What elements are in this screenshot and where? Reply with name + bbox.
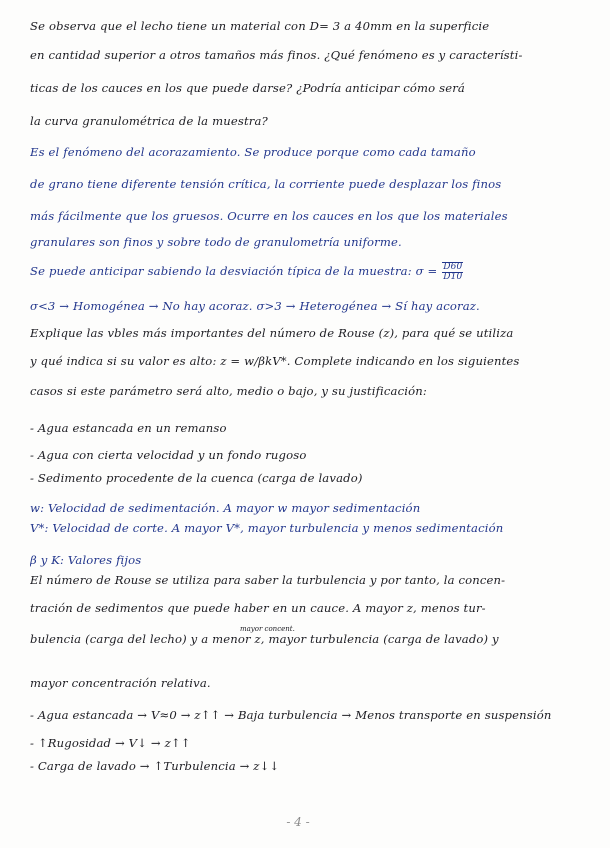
text-line: β y K: Valores fijos [30, 553, 142, 567]
text-line: Se puede anticipar sabiendo la desviación típica de la muestra: σ = [30, 264, 438, 278]
text-line: Es el fenómeno del acorazamiento. Se produce porque como cada tamaño [30, 145, 476, 159]
text-line: - Sedimento procedente de la cuenca (carga de lavado) [30, 471, 363, 485]
text-line: la curva granulométrica de la muestra? [30, 114, 268, 128]
sqrt-formula [442, 262, 463, 282]
text-line-with-formula [30, 262, 595, 282]
text-line: más fácilmente que los gruesos. Ocurre en los cauces en los que los materiales [30, 209, 508, 223]
page-number: - 4 - [286, 815, 310, 829]
text-line: casos si este parámetro será alto, medio o bajo, y su justificación: [30, 384, 427, 398]
text-line: - ↑Rugosidad → V↓ → z↑↑ [30, 736, 191, 750]
fraction [442, 263, 463, 282]
text-line: Se observa que el lecho tiene un material con D= 3 a 40mm en la superficie [30, 19, 490, 33]
text-line: - Agua estancada en un remanso [30, 421, 227, 435]
text-line: mayor concentración relativa. [30, 676, 211, 690]
text-line: σ<3 → Homogénea → No hay acoraz. σ>3 → Heterogénea → Sí hay acoraz. [30, 299, 480, 313]
text-line: - Agua con cierta velocidad y un fondo rugoso [30, 448, 307, 462]
text-line: El número de Rouse se utiliza para saber la turbulencia y por tanto, la concen- [30, 573, 506, 587]
text-line: y qué indica si su valor es alto: z = w/βkV*. Complete indicando en los siguientes [30, 354, 520, 368]
fraction-denominator: D10 [443, 272, 463, 282]
text-line: en cantidad superior a otros tamaños más finos. ¿Qué fenómeno es y característi- [30, 48, 523, 62]
text-line: w: Velocidad de sedimentación. A mayor w mayor sedimentación [30, 501, 421, 515]
text-line: - Carga de lavado → ↑Turbulencia → z↓↓ [30, 759, 280, 773]
text-line: V*: Velocidad de corte. A mayor V*, mayor turbulencia y menos sedimentación [30, 521, 504, 535]
text-line: ticas de los cauces en los que puede darse? ¿Podría anticipar cómo será [30, 81, 465, 95]
fraction-numerator: D60 [443, 262, 463, 272]
text-line: granulares son finos y sobre todo de granulometría uniforme. [30, 235, 402, 249]
text-line: tración de sedimentos que puede haber en un cauce. A mayor z, menos tur- [30, 601, 486, 615]
text-line: de grano tiene diferente tensión crítica, la corriente puede desplazar los finos [30, 177, 502, 191]
text-line: bulencia (carga del lecho) y a menor z, mayor turbulencia (carga de lavado) y [30, 632, 499, 646]
text-line: Explique las vbles más importantes del número de Rouse (z), para qué se utiliza [30, 326, 514, 340]
superscript-note: mayor concent. [240, 625, 295, 633]
text-line: - Agua estancada → V≈0 → z↑↑ → Baja turbulencia → Menos transporte en suspensión [30, 708, 552, 722]
